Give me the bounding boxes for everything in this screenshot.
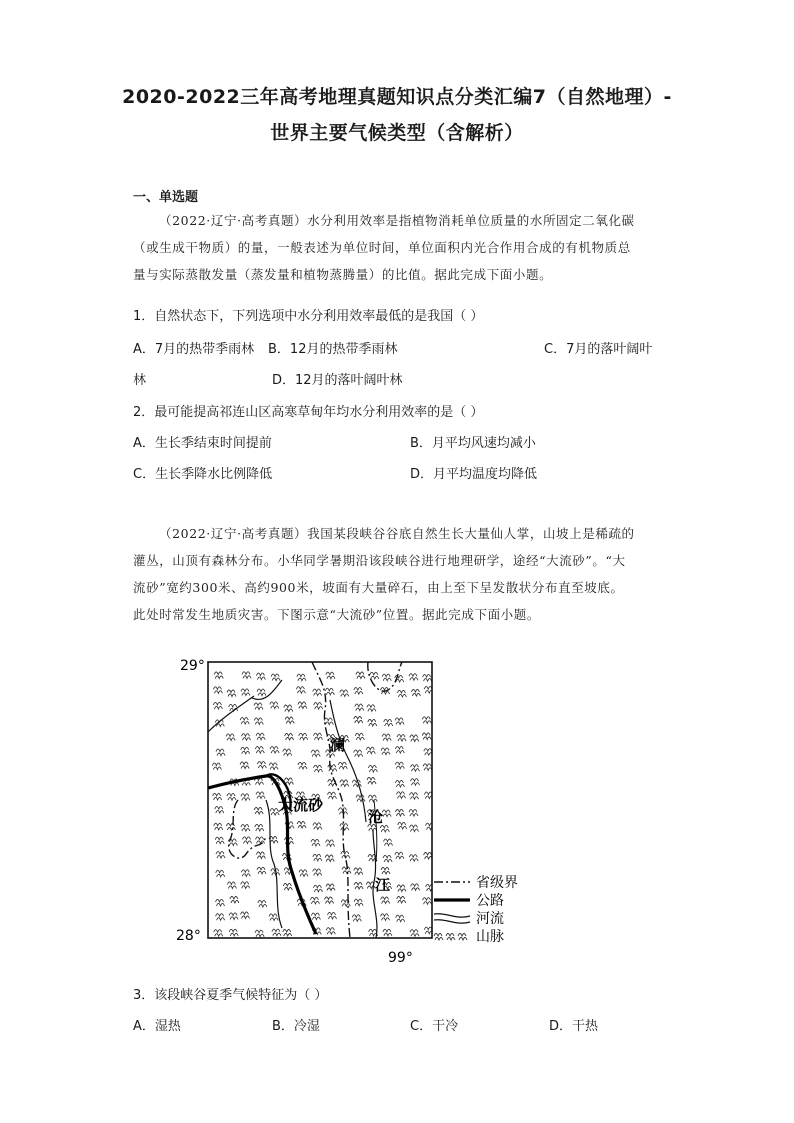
mountain-glyph	[426, 823, 435, 830]
mountain-glyph	[269, 914, 278, 921]
mountain-glyph	[411, 884, 420, 891]
question-2-option-b[interactable]: B．月平均风速均减小	[410, 436, 536, 451]
latitude-label-top: 29°	[180, 658, 205, 674]
passage-2-line: 灌丛，山顶有森林分布。小华同学暑期沿该段峡谷进行地理研学，途经“大流砂”。“大	[133, 553, 626, 568]
page-title-line1: 2020-2022三年高考地理真题知识点分类汇编7（自然地理）-	[122, 86, 672, 108]
mountain-glyph	[215, 837, 224, 844]
mountain-glyph	[411, 765, 420, 772]
mountain-glyph	[214, 672, 223, 679]
mountain-glyph	[241, 870, 250, 877]
mountain-glyph	[311, 750, 320, 757]
question-1-option-c[interactable]: C．7月的落叶阔叶	[544, 342, 653, 357]
river-icon	[434, 914, 470, 923]
mountain-glyph	[326, 884, 335, 891]
mountain-glyph	[313, 854, 322, 861]
mountain-glyph	[214, 930, 223, 937]
question-1-option-a[interactable]: A．7月的热带季雨林	[133, 342, 255, 357]
question-2-option-a[interactable]: A．生长季结束时间提前	[133, 436, 272, 451]
legend-label-river: 河流	[476, 911, 504, 927]
mountain-glyph	[409, 674, 418, 681]
mountain-glyph	[285, 734, 294, 741]
mountain-glyph	[366, 747, 375, 754]
mountain-glyph	[381, 868, 390, 875]
mountain-glyph	[395, 747, 404, 754]
mountain-glyph	[283, 749, 292, 756]
mountain-glyph	[284, 705, 293, 712]
mountain-glyph	[311, 913, 320, 920]
passage-2-line: 此处时常发生地质灾害。下图示意“大流砂”位置。据此完成下面小题。	[133, 607, 540, 622]
mountain-glyph	[226, 824, 235, 831]
mountain-glyph	[381, 748, 390, 755]
mountain-glyph	[240, 762, 249, 769]
mountain-glyph	[254, 808, 263, 815]
mountain-glyph	[298, 702, 307, 709]
mountain-glyph	[227, 882, 236, 889]
mountain-glyph	[257, 762, 266, 769]
mountain-glyph	[367, 705, 376, 712]
mountain-glyph	[368, 795, 377, 802]
passage-2-line: 流砂”宽约300米、高约900米，坡面有大量碎石，由上至下呈发散状分布直至坡底。	[133, 580, 624, 595]
mountain-glyph	[398, 822, 407, 829]
mountain-glyph	[410, 825, 419, 832]
mountain-glyph	[298, 762, 307, 769]
mountain-glyph	[213, 702, 222, 709]
mountain-glyph	[410, 930, 419, 937]
longitude-label-bottom: 99°	[388, 950, 413, 966]
mountain-glyph	[324, 718, 333, 725]
mountain-glyph	[227, 794, 236, 801]
mountain-glyph	[352, 780, 361, 787]
mountain-glyph	[241, 912, 250, 919]
question-1-option-b[interactable]: B．12月的热带季雨林	[268, 342, 398, 357]
mountain-glyph	[241, 689, 250, 696]
mountain-glyph	[411, 779, 420, 786]
mountain-glyph	[395, 810, 404, 817]
mountain-glyph	[256, 673, 265, 680]
mountain-glyph	[352, 915, 361, 922]
map-legend	[434, 874, 518, 945]
mountain-glyph	[256, 792, 265, 799]
question-2-option-d[interactable]: D．月平均温度均降低	[410, 467, 538, 482]
question-1-stem: 1．自然状态下，下列选项中水分利用效率最低的是我国（ ）	[133, 309, 484, 324]
mountain-glyph	[409, 810, 418, 817]
mountain-glyph	[395, 718, 404, 725]
mountain-glyph	[384, 839, 393, 846]
mountain-glyph	[216, 914, 225, 921]
mountain-glyph	[229, 929, 238, 936]
mountain-glyph	[354, 750, 363, 757]
mountain-glyph	[313, 823, 322, 830]
question-3-option-c[interactable]: C．干冷	[410, 1019, 459, 1034]
mountain-glyph	[269, 763, 278, 770]
mountain-glyph	[354, 688, 363, 695]
mountain-glyph	[355, 733, 364, 740]
mountain-glyph	[423, 675, 432, 682]
mountain-glyph	[296, 687, 305, 694]
mountain-glyph	[411, 690, 420, 697]
mountain-glyph	[426, 884, 435, 891]
mountain-glyph	[326, 672, 335, 679]
legend-label-province: 省级界	[476, 875, 518, 891]
mountain-glyph	[380, 825, 389, 832]
mountain-glyph	[242, 734, 251, 741]
mountain-glyph	[230, 897, 239, 904]
mountain-glyph	[338, 762, 347, 769]
mountain-glyph	[272, 929, 281, 936]
mountain-glyph	[370, 672, 379, 679]
passage-1	[133, 207, 663, 288]
mountain-glyph	[410, 735, 419, 742]
mountain-glyph	[213, 687, 222, 694]
mountain-glyph	[354, 868, 363, 875]
da-liu-sha-location-map	[170, 650, 540, 970]
river-label-lan: 澜	[330, 736, 346, 754]
mountain-glyph	[354, 899, 363, 906]
mountain-glyph	[395, 762, 404, 769]
mountain-glyph	[255, 824, 264, 831]
place-label-da-liu-sha: 大流砂	[278, 796, 324, 814]
mountain-glyph	[241, 825, 250, 832]
mountain-glyph	[216, 749, 225, 756]
question-3-option-b[interactable]: B．冷湿	[272, 1019, 320, 1034]
question-1-option-d[interactable]: D．12月的落叶阔叶林	[272, 373, 403, 388]
mountain-glyph	[212, 763, 221, 770]
mountain-glyph	[254, 703, 263, 710]
mountain-glyph	[356, 795, 365, 802]
question-3-option-a[interactable]: A．湿热	[133, 1019, 181, 1034]
mountain-glyph	[285, 717, 294, 724]
mountain-glyph	[241, 747, 250, 754]
mountain-glyph	[382, 810, 391, 817]
mountain-glyph	[256, 837, 265, 844]
mountain-glyph	[297, 674, 306, 681]
passage-1-line: （或生成干物质）的量，一般表述为单位时间，单位面积内光合作用合成的有机物质总	[133, 240, 631, 255]
mountain-glyph	[381, 897, 390, 904]
mountain-glyph	[367, 778, 376, 785]
question-2-option-c[interactable]: C．生长季降水比例降低	[133, 467, 273, 482]
mountain-glyph	[340, 690, 349, 697]
mountain-glyph	[409, 855, 418, 862]
mountain-glyph	[314, 703, 323, 710]
mountain-glyph	[313, 689, 322, 696]
mountain-glyph	[397, 897, 406, 904]
question-3-stem: 3．该段峡谷夏季气候特征为（ ）	[133, 988, 328, 1003]
mountain-glyph	[257, 689, 266, 696]
mountain-glyph	[215, 807, 224, 814]
mountain-glyph	[213, 793, 222, 800]
mountain-glyph	[368, 720, 377, 727]
mountain-glyph	[297, 822, 306, 829]
mountain-glyph	[328, 912, 337, 919]
passage-1-line: 量与实际蒸散发量（蒸发量和植物蒸腾量）的比值。据此完成下面小题。	[133, 267, 553, 282]
mountain-glyph	[368, 765, 377, 772]
mountain-glyph	[341, 900, 350, 907]
mountain-glyph	[283, 930, 292, 937]
mountain-glyph	[423, 764, 432, 771]
mountain-glyph	[227, 690, 236, 697]
mountain-glyph	[310, 897, 319, 904]
mountain-glyph	[355, 704, 364, 711]
mountain-glyph	[255, 747, 264, 754]
river-label-cang: 沧	[368, 808, 384, 826]
page-title-line2: 世界主要气候类型（含解析）	[270, 122, 524, 144]
mountain-glyph	[313, 885, 322, 892]
mountain-glyph	[214, 823, 223, 830]
mountain-glyph	[325, 855, 334, 862]
mountain-glyph	[342, 867, 351, 874]
mountain-glyph	[340, 824, 349, 831]
mountain-glyph	[325, 897, 334, 904]
mountain-glyph	[258, 900, 267, 907]
mountain-glyph	[397, 690, 406, 697]
mountain-glyph	[216, 899, 225, 906]
question-1-option-c-cont: 林	[133, 373, 147, 388]
mountain-glyph	[340, 780, 349, 787]
mountain-glyph	[271, 674, 280, 681]
mountain-glyph	[240, 718, 249, 725]
mountain-glyph	[396, 915, 405, 922]
passage-1-line: （2022·辽宁·高考真题）水分利用效率是指植物消耗单位质量的水所固定二氧化碳	[159, 213, 635, 228]
legend-label-mountain: 山脉	[476, 929, 504, 945]
mountain-texture	[212, 672, 434, 937]
mountain-glyph	[242, 672, 251, 679]
mountain-glyph	[354, 717, 363, 724]
mountain-glyph	[243, 837, 252, 844]
mountain-glyph	[325, 688, 334, 695]
mountain-glyph	[283, 884, 292, 891]
mountain-glyph	[226, 734, 235, 741]
question-3-option-d[interactable]: D．干热	[549, 1019, 599, 1034]
mountain-glyph	[397, 885, 406, 892]
mountain-glyph	[229, 704, 238, 711]
mountain-glyph	[356, 672, 365, 679]
latitude-label-bottom: 28°	[176, 928, 201, 944]
mountain-glyph	[299, 733, 308, 740]
mountain-glyph	[381, 914, 390, 921]
mountain-icon	[434, 934, 467, 941]
mountain-glyph	[314, 733, 323, 740]
mountain-glyph	[354, 883, 363, 890]
mountain-glyph	[397, 792, 406, 799]
river-label-jiang: 江	[375, 876, 391, 894]
mountain-glyph	[382, 674, 391, 681]
mountain-glyph	[257, 867, 266, 874]
mountain-glyph	[241, 794, 250, 801]
mountain-glyph	[395, 780, 404, 787]
mountain-glyph	[270, 747, 279, 754]
passage-2	[133, 520, 673, 628]
mountain-glyph	[299, 870, 308, 877]
mountain-glyph	[270, 702, 279, 709]
mountain-glyph	[256, 852, 265, 859]
mountain-glyph	[384, 719, 393, 726]
passage-2-line: （2022·辽宁·高考真题）我国某段峡谷谷底自然生长大量仙人掌，山坡上是稀疏的	[159, 526, 635, 541]
mountain-glyph	[395, 852, 404, 859]
mountain-glyph	[229, 913, 238, 920]
mountain-glyph	[383, 929, 392, 936]
mountain-glyph	[410, 793, 419, 800]
mountain-glyph	[241, 882, 250, 889]
mountain-glyph	[326, 840, 335, 847]
mountain-glyph	[254, 718, 263, 725]
section-heading: 一、单选题	[133, 190, 199, 205]
mountain-glyph	[311, 839, 320, 846]
mountain-glyph	[216, 870, 225, 877]
mountain-glyph	[255, 930, 264, 937]
legend-label-road: 公路	[476, 893, 504, 909]
mountain-glyph	[313, 869, 322, 876]
mountain-glyph	[326, 928, 335, 935]
mountain-glyph	[383, 855, 392, 862]
mountain-glyph	[328, 765, 337, 772]
mountain-glyph	[216, 852, 225, 859]
mountain-glyph	[422, 717, 431, 724]
mountain-glyph	[397, 735, 406, 742]
mountain-glyph	[422, 733, 431, 740]
mountain-glyph	[314, 765, 323, 772]
mountain-glyph	[256, 733, 265, 740]
mountain-glyph	[382, 734, 391, 741]
mountain-glyph	[423, 898, 432, 905]
question-2-stem: 2．最可能提高祁连山区高寒草甸年均水分利用效率的是（ ）	[133, 405, 484, 420]
mountain-glyph	[328, 792, 337, 799]
